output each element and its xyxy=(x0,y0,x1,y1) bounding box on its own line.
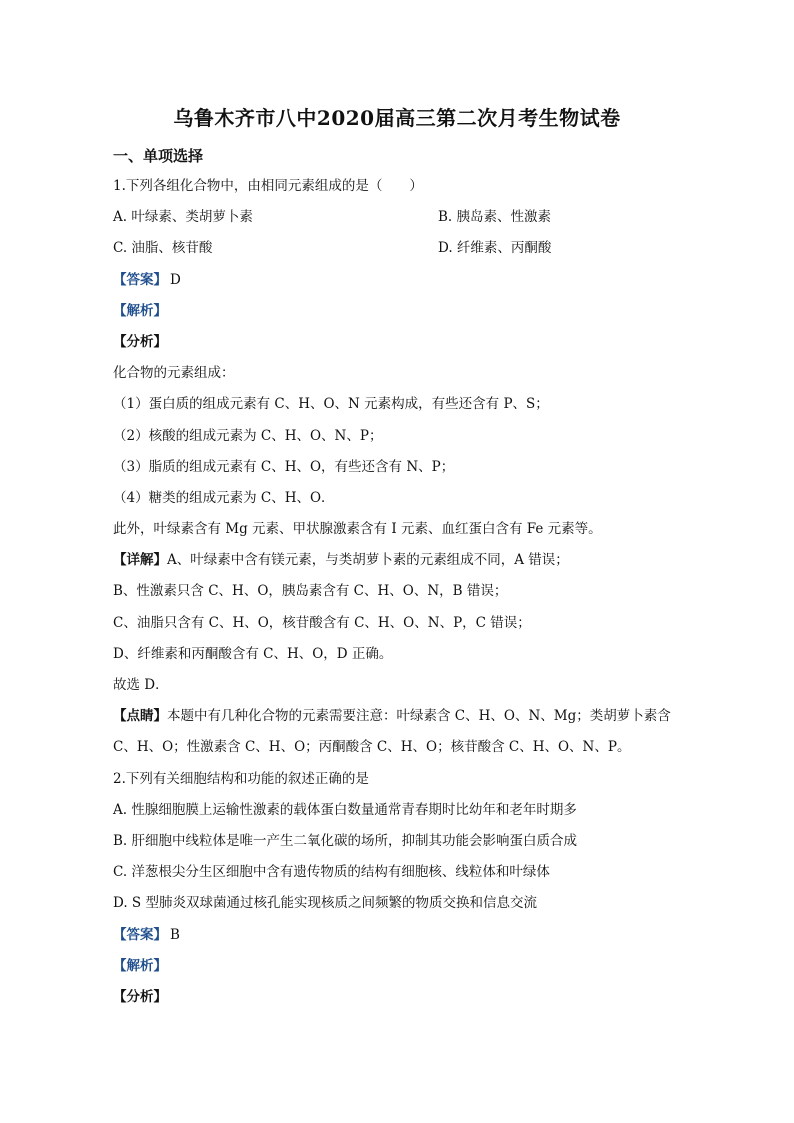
answer-label: 【答案】 xyxy=(113,926,167,943)
detail-line: D、纤维素和丙酮酸含有 C、H、O，D 正确。 xyxy=(113,645,393,662)
q1-stem: 1.下列各组化合物中，由相同元素组成的是（ ） xyxy=(113,178,423,194)
analysis-line: （4）糖类的组成元素为 C、H、O． xyxy=(113,489,335,506)
detail-line: B、性激素只含 C、H、O，胰岛素含有 C、H、O、N，B 错误； xyxy=(113,583,508,600)
q2-option-b: B. 肝细胞中线粒体是唯一产生二氧化碳的场所，抑制其功能会影响蛋白质合成 xyxy=(113,832,578,849)
detail-line: C、油脂只含有 C、H、O，核苷酸含有 C、H、O、N、P，C 错误； xyxy=(113,614,531,631)
q2-answer xyxy=(113,920,703,951)
detail-line xyxy=(113,545,703,576)
jiexi-label: 【解析】 xyxy=(113,302,167,319)
q2-stem: 2.下列有关细胞结构和功能的叙述正确的是 xyxy=(113,770,369,787)
q1-options-row-1 xyxy=(113,202,703,233)
analysis-line: （3）脂质的组成元素有 C、H、O，有些还含有 N、P； xyxy=(113,458,455,475)
content-body xyxy=(113,171,703,1013)
page-title: 乌鲁木齐市八中2020届高三第二次月考生物试卷 xyxy=(173,106,621,130)
section-heading: 一、单项选择 xyxy=(113,147,204,165)
q2-option-a: A. 性腺细胞膜上运输性激素的载体蛋白数量通常青春期时比幼年和老年时期多 xyxy=(113,801,577,818)
dianjing-text: 本题中有几种化合物的元素需要注意：叶绿素含 C、H、O、N、Mg；类胡萝卜素含 xyxy=(167,708,671,725)
q2-fenxi xyxy=(113,982,703,1013)
q1-jiexi xyxy=(113,296,703,327)
dianjing-label: 【点睛】 xyxy=(113,708,167,725)
q1-option-b: B. 胰岛素、性激素 xyxy=(438,209,552,226)
q1-options-row-2 xyxy=(113,233,703,264)
answer-label: 【答案】 xyxy=(113,271,167,288)
q1-option-c: C. 油脂、核苷酸 xyxy=(113,240,213,257)
q1-option-a: A. 叶绿素、类胡萝卜素 xyxy=(113,209,253,226)
q2-jiexi xyxy=(113,951,703,982)
analysis-line: （2）核酸的组成元素为 C、H、O、N、P； xyxy=(113,427,383,444)
analysis-line: 化合物的元素组成： xyxy=(113,365,235,382)
answer-value: B xyxy=(170,926,180,943)
analysis-line: （1）蛋白质的组成元素有 C、H、O、N 元素构成，有些还含有 P、S； xyxy=(113,396,549,413)
fenxi-label: 【分析】 xyxy=(113,333,167,350)
q1-option-d: D. 纤维素、丙酮酸 xyxy=(438,240,552,257)
q1-fenxi xyxy=(113,327,703,358)
fenxi-label: 【分析】 xyxy=(113,988,167,1005)
answer-value: D xyxy=(170,271,181,288)
analysis-line: 此外，叶绿素含有 Mg 元素、甲状腺激素含有 I 元素、血红蛋白含有 Fe 元素等。 xyxy=(113,521,602,538)
dianjing-line: C、H、O；性激素含 C、H、O；丙酮酸含 C、H、O；核苷酸含 C、H、O、N、P。 xyxy=(113,739,631,756)
detail-line: 故选 D． xyxy=(113,677,169,693)
detail-text: A、叶绿素中含有镁元素，与类胡萝卜素的元素组成不同，A 错误； xyxy=(167,552,569,569)
dianjing-line xyxy=(113,701,703,732)
detail-label: 【详解】 xyxy=(113,552,167,569)
jiexi-label: 【解析】 xyxy=(113,957,167,974)
q1-answer xyxy=(113,265,703,296)
q2-option-d: D. S 型肺炎双球菌通过核孔能实现核质之间频繁的物质交换和信息交流 xyxy=(113,895,537,912)
q2-option-c: C. 洋葱根尖分生区细胞中含有遗传物质的结构有细胞核、线粒体和叶绿体 xyxy=(113,864,550,881)
